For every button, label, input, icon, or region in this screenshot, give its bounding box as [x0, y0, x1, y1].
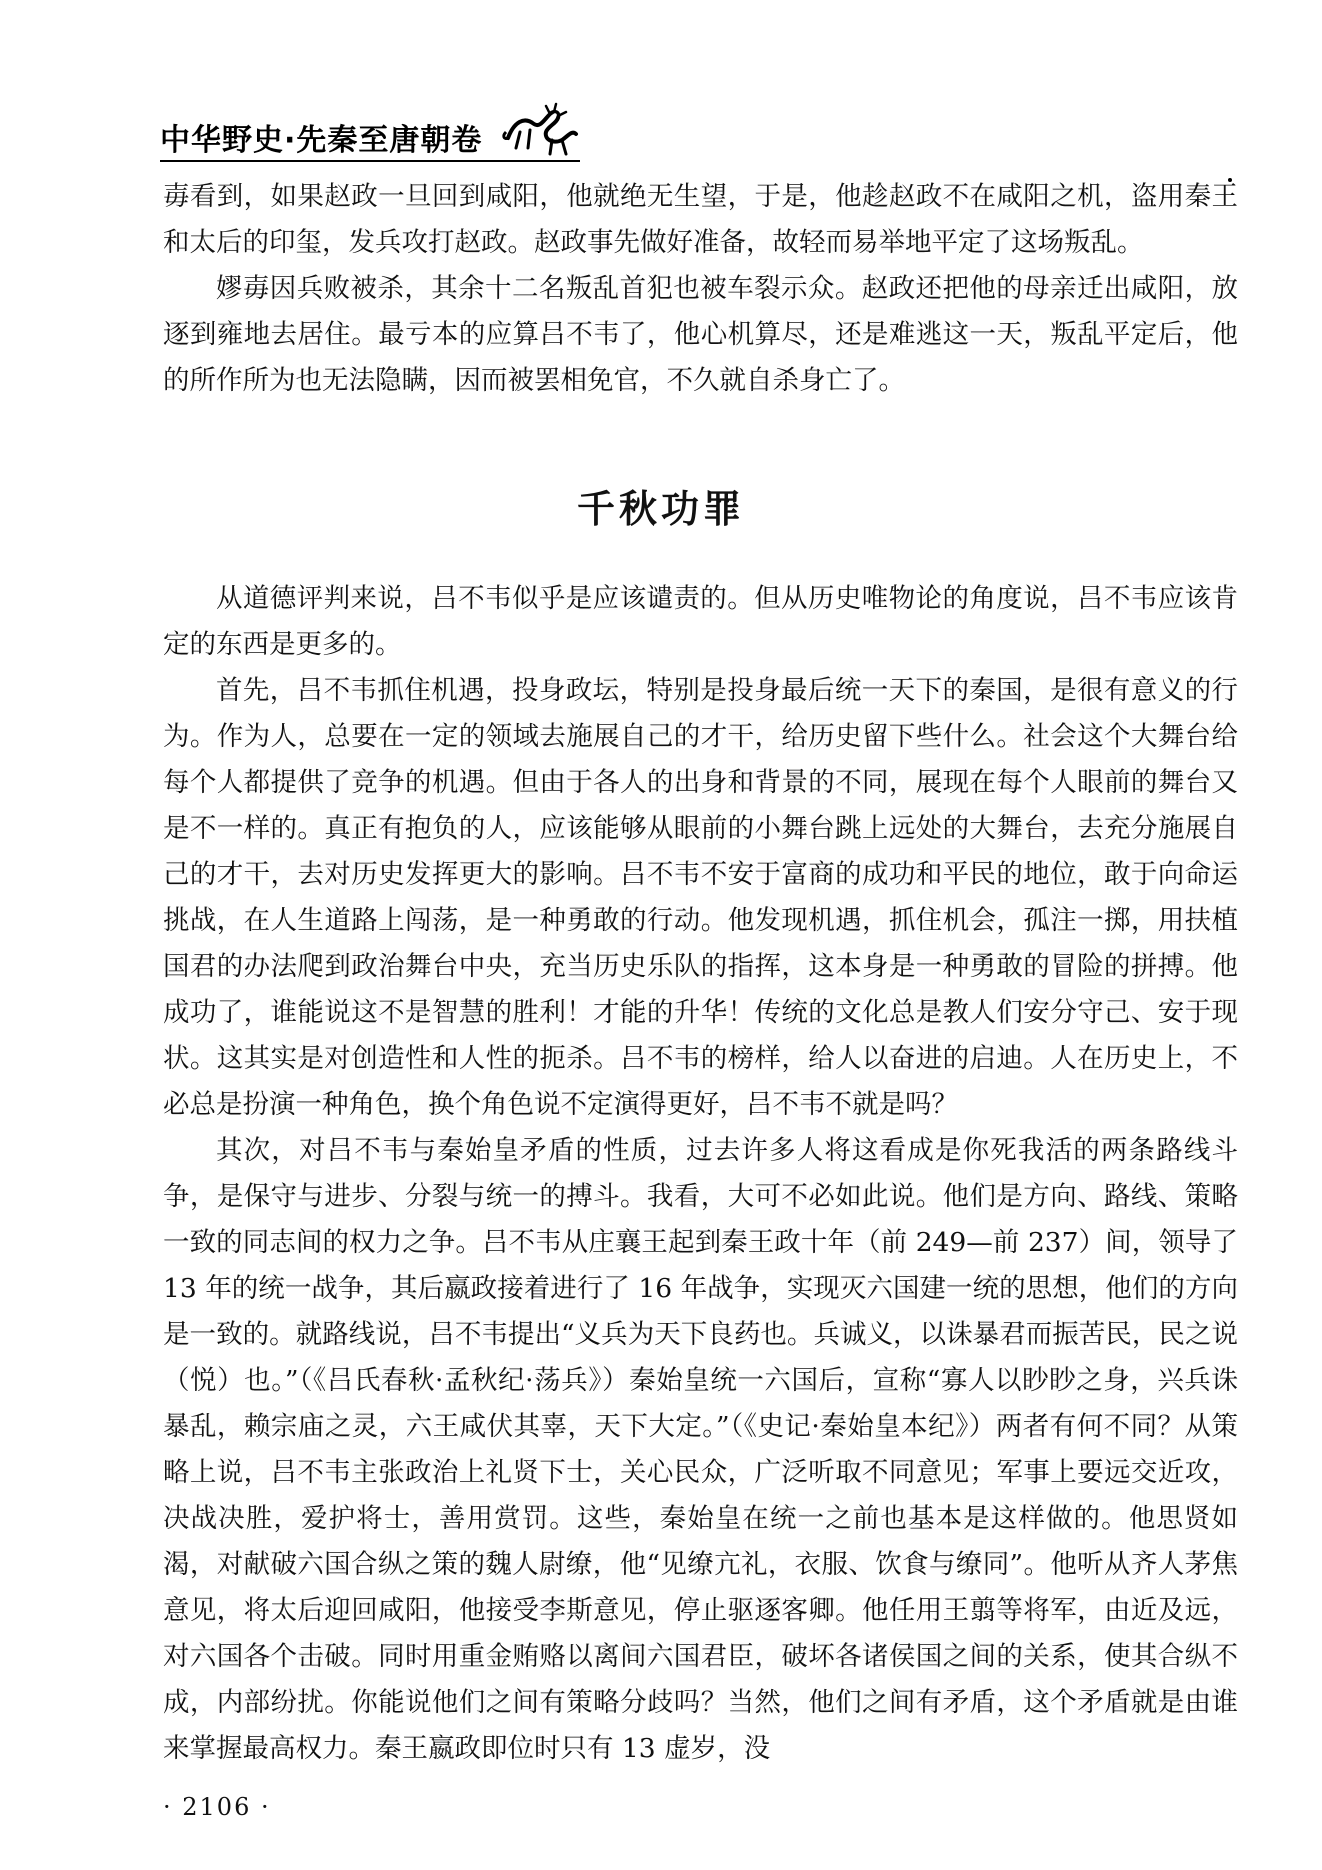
paragraph-1: 从道德评判来说，吕不韦似乎是应该谴责的。但从历史唯物论的角度说，吕不韦应该肯定的东西是更多的。: [163, 583, 1238, 660]
dragon-icon: [500, 100, 580, 160]
paragraph-top-2: 嫪毐因兵败被杀，其余十二名叛乱首犯也被车裂示众。赵政还把他的母亲迁出咸阳，放逐到雍地去居住。最亏本的应算吕不韦了，他心机算尽，还是难逃这一天，叛乱平定后，他的所作所为也无法隐瞒，因而被罢相免官，不久就自杀身亡了。: [163, 273, 1238, 396]
section-title: 千秋功罪: [576, 487, 745, 531]
header-title: 中华野史·先秦至唐朝卷: [160, 123, 483, 158]
paragraph-top-1: 毐看到，如果赵政一旦回到咸阳，他就绝无生望，于是，他趁赵政不在咸阳之机，盗用秦王和太后的印玺，发兵攻打赵政。赵政事先做好准备，故轻而易举地平定了这场叛乱。: [163, 181, 1238, 258]
paragraph-2: 首先，吕不韦抓住机遇，投身政坛，特别是投身最后统一天下的秦国，是很有意义的行为。作为人，总要在一定的领域去施展自己的才干，给历史留下些什么。社会这个大舞台给每个人都提供了竞争的机遇。但由于各人的出身和背景的不同，展现在每个人眼前的舞台又是不一样的。真正有抱负的人，应该能够从眼前的小舞台跳上远处的大舞台，去充分施展自己的才干，去对历史发挥更大的影响。吕不韦不安于富商的成功和平民的地位，敢于向命运挑战，在人生道路上闯荡，是一种勇敢的行动。他发现机遇，抓住机会，孤注一掷，用扶植国君的办法爬到政治舞台中央，充当历史乐队的指挥，这本身是一种勇敢的冒险的拼搏。他成功了，谁能说这不是智慧的胜利！才能的升华！传统的文化总是教人们安分守己、安于现状。这其实是对创造性和人性的扼杀。吕不韦的榜样，给人以奋进的启迪。人在历史上，不必总是扮演一种角色，换个角色说不定演得更好，吕不韦不就是吗？: [163, 675, 1238, 1120]
page-number: · 2106 ·: [163, 1793, 271, 1821]
paragraph-3: 其次，对吕不韦与秦始皇矛盾的性质，过去许多人将这看成是你死我活的两条路线斗争，是保守与进步、分裂与统一的搏斗。我看，大可不必如此说。他们是方向、路线、策略一致的同志间的权力之争。吕不韦从庄襄王起到秦王政十年（前 249—前 237）间，领导了 13 年的统一战争，其后嬴政接着进行了 16 年战争，实现灭六国建一统的思想，他们的方向是一致的。就路线说，吕不韦提出“义兵为天下良药也。兵诚义，以诛暴君而振苦民，民之说（悦）也。”（《吕氏春秋·孟秋纪·荡兵》）秦始皇统一六国后，宣称“寡人以眇眇之身，兴兵诛暴乱，赖宗庙之灵，六王咸伏其辜，天下大定。”（《史记·秦始皇本纪》）两者有何不同？从策略上说，吕不韦主张政治上礼贤下士，关心民众，广泛听取不同意见；军事上要远交近攻，决战决胜，爱护将士，善用赏罚。这些，秦始皇在统一之前也基本是这样做的。他思贤如渴，对献破六国合纵之策的魏人尉缭，他“见缭亢礼，衣服、饮食与缭同”。他听从齐人茅焦意见，将太后迎回咸阳，他接受李斯意见，停止驱逐客卿。他任用王翦等将军，由近及远，对六国各个击破。同时用重金贿赂以离间六国君臣，破坏各诸侯国之间的关系，使其合纵不成，内部纷扰。你能说他们之间有策略分歧吗？当然，他们之间有矛盾，这个矛盾就是由谁来掌握最高权力。秦王嬴政即位时只有 13 虚岁，没: [163, 1135, 1238, 1764]
header-rule: [160, 160, 580, 162]
